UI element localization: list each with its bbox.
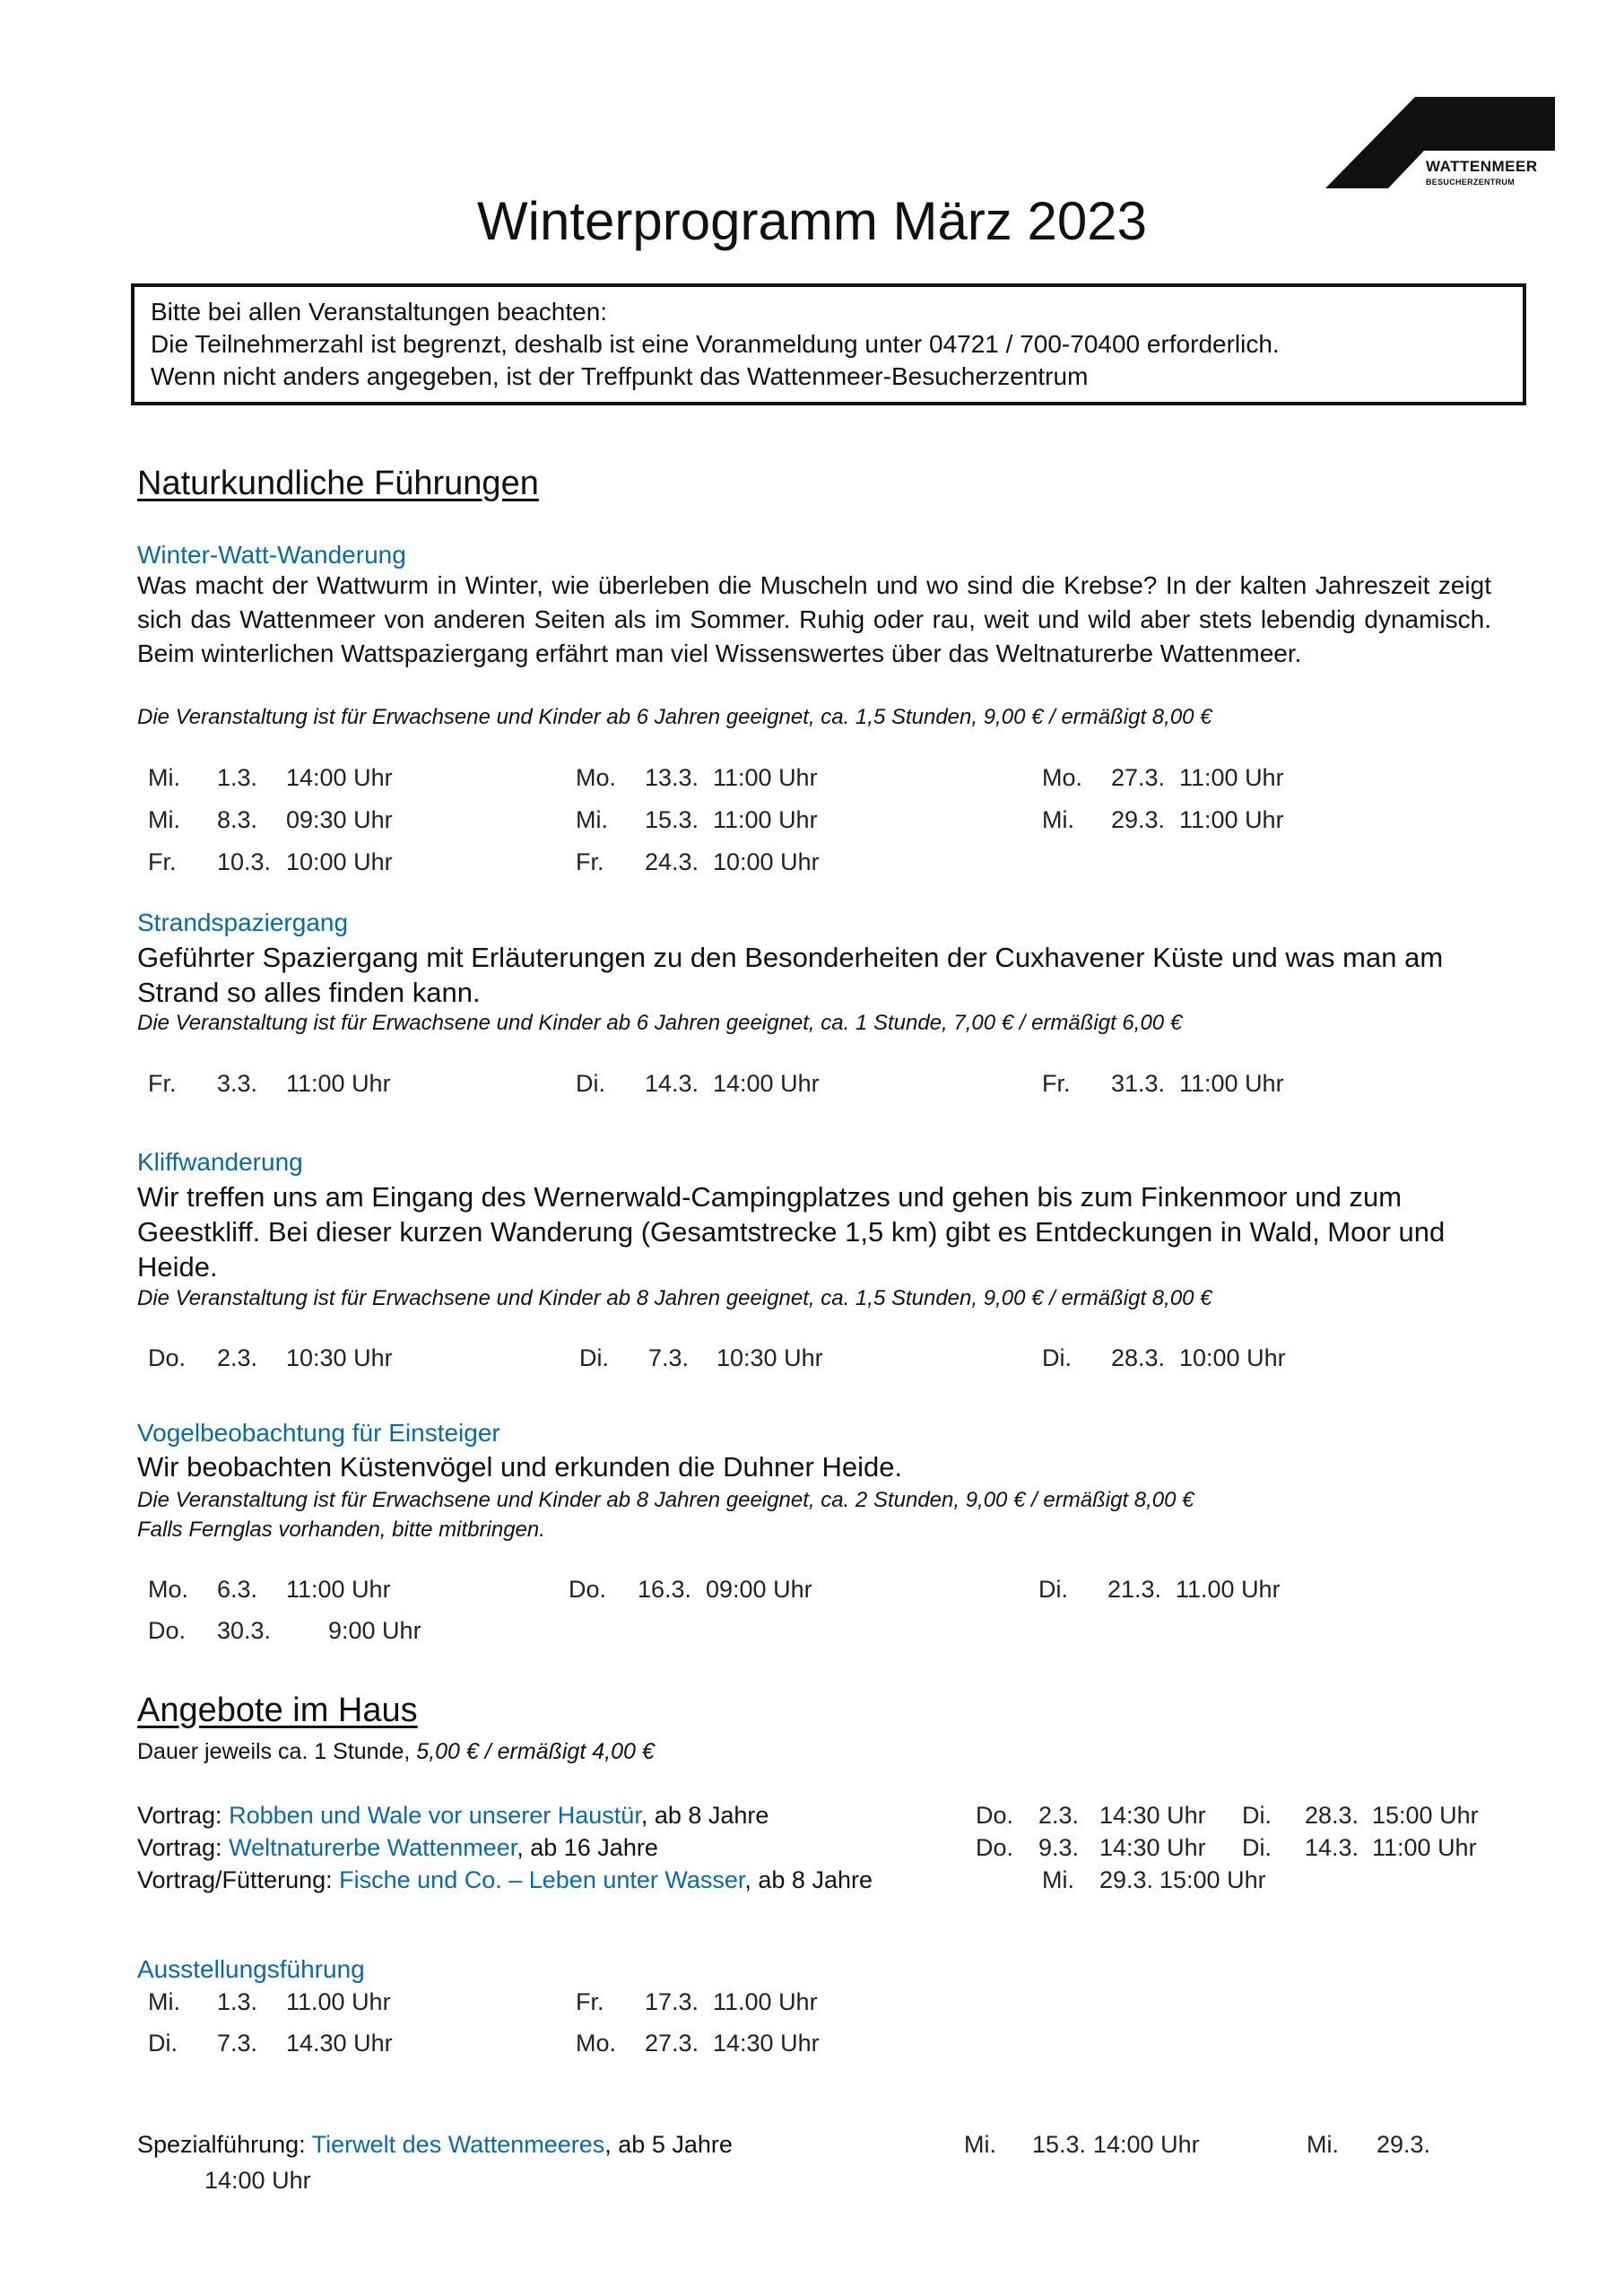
haus-price: 5,00 € / ermäßigt 4,00 €: [416, 1739, 655, 1764]
date-date: 15.3.: [645, 806, 699, 833]
haus-duration-text: Dauer jeweils ca. 1 Stunde,: [137, 1739, 411, 1764]
date-day: Mi.: [148, 1988, 180, 2015]
date-date: 27.3.: [1111, 764, 1166, 791]
date-date: 30.3.: [217, 1617, 272, 1644]
event-note-vogel: Die Veranstaltung ist für Erwachsene und Kinder ab 8 Jahren geeignet, ca. 2 Stunden, 9,00 € / ermäßigt 8,00 €: [137, 1488, 1194, 1512]
date-time: 14:00 Uhr: [286, 764, 393, 791]
special-tour-title: Tierwelt des Wattenmeeres: [311, 2131, 605, 2158]
date-date: 9.3.: [1038, 1834, 1080, 1861]
special-tour-prefix: Spezialführung:: [137, 2131, 306, 2158]
date-date: 2.3.: [217, 1344, 258, 1371]
date-date: 13.3.: [645, 764, 699, 791]
talk-prefix: Vortrag:: [137, 1834, 222, 1861]
notice-line-2: Die Teilnehmerzahl ist begrenzt, deshalb ist eine Voranmeldung unter 04721 / 700-70400 erforderlich.: [151, 330, 1280, 358]
date-day: Mo.: [148, 1576, 189, 1603]
date-time: 11:00 Uhr: [286, 1070, 391, 1097]
date-time: 10:00 Uhr: [1179, 1344, 1286, 1371]
date-time: 14:30 Uhr: [713, 2030, 820, 2057]
event-note-winterwatt: Die Veranstaltung ist für Erwachsene und Kinder ab 6 Jahren geeignet, ca. 1,5 Stunden, 9,00 € / ermäßigt 8,00 €: [137, 705, 1212, 729]
date-time: 11:00 Uhr: [1179, 764, 1284, 791]
date-day: Di.: [1042, 1344, 1072, 1371]
date-day: Di.: [1242, 1802, 1272, 1829]
date-time: 10:30 Uhr: [716, 1344, 823, 1371]
special-tour-age: , ab 5 Jahre: [604, 2131, 733, 2158]
logo: [1325, 97, 1555, 190]
date-date: 14.3.: [1305, 1834, 1359, 1861]
date-time: 11:00 Uhr: [286, 1576, 391, 1603]
event-note-kliff: Die Veranstaltung ist für Erwachsene und Kinder ab 8 Jahren geeignet, ca. 1,5 Stunden, 9,00 € / ermäßigt 8,00 €: [137, 1286, 1212, 1310]
talk-age: , ab 8 Jahre: [640, 1802, 769, 1829]
date-time: 11.00 Uhr: [1176, 1576, 1281, 1603]
date-time: 11:00 Uhr: [713, 764, 818, 791]
notice-line-1: Bitte bei allen Veranstaltungen beachten:: [151, 298, 608, 326]
haus-duration: [137, 1739, 655, 1765]
date-day: Do.: [976, 1834, 1014, 1861]
date-day: Fr.: [1042, 1070, 1071, 1097]
date-date: 7.3.: [648, 1344, 690, 1371]
section-heading-haus: Angebote im Haus: [137, 1692, 418, 1729]
date-date: 24.3.: [645, 848, 699, 875]
event-text-vogel: Wir beobachten Küstenvögel und erkunden die Duhner Heide.: [137, 1451, 903, 1483]
date-day: Di.: [579, 1344, 609, 1371]
date-time: 11:00 Uhr: [1372, 1834, 1477, 1861]
date-time: 11.00 Uhr: [286, 1988, 391, 2015]
date-day: Mo.: [1042, 764, 1083, 791]
date-time: 14:00 Uhr: [713, 1070, 820, 1097]
date-time: 11:00 Uhr: [1179, 806, 1284, 833]
event-heading-vogel: Vogelbeobachtung für Einsteiger: [137, 1419, 500, 1447]
date-day: Mi.: [576, 806, 608, 833]
date-date: 28.3.: [1305, 1802, 1359, 1829]
notice-line-3: Wenn nicht anders angegeben, ist der Treffpunkt das Wattenmeer-Besucherzentrum: [151, 362, 1089, 390]
event-text-kliff: Wir treffen uns am Eingang des Wernerwald-Campingplatzes und gehen bis zum Finkenmoor und zum Geestkliff. Bei dieser kurzen Wanderung (Gesamtstrecke 1,5 km) gibt es Entdeckungen in Wald, Moor und Heide.: [137, 1181, 1446, 1283]
date-time: 14.30 Uhr: [286, 2030, 393, 2057]
date-time: 10:00 Uhr: [286, 848, 393, 875]
date-date: 14.3.: [645, 1070, 699, 1097]
date-day: Mo.: [576, 2030, 617, 2057]
special-tour-description: [137, 2131, 733, 2159]
notice-box: [131, 283, 1526, 405]
date-date: 17.3.: [645, 1988, 699, 2015]
page-title: Winterprogramm März 2023: [477, 191, 1147, 251]
logo-subtitle: BESUCHERZENTRUM: [1426, 178, 1515, 187]
date-date: 28.3.: [1111, 1344, 1166, 1371]
logo-mark-icon: [1325, 97, 1555, 190]
event-text-winterwatt: Was macht der Wattwurm in Winter, wie überleben die Muscheln und wo sind die Krebse? In der kalten Jahreszeit zeigt sich das Wattenmeer von anderen Seiten als im Sommer. Ruhig oder rau, weit und wild aber stets lebendig dynamisch. Beim winterlichen Wattspaziergang erfährt man viel Wissenswertes über das Weltnaturerbe Wattenmeer.: [137, 571, 1491, 667]
date-day: Fr.: [148, 1070, 177, 1097]
date-day: Fr.: [576, 848, 604, 875]
event-note-strand: Die Veranstaltung ist für Erwachsene und Kinder ab 6 Jahren geeignet, ca. 1 Stunde, 7,00 € / ermäßigt 6,00 €: [137, 1011, 1183, 1035]
date-day: Mi.: [1307, 2131, 1339, 2158]
date-day: Mi.: [148, 764, 180, 791]
talk-description: [137, 1834, 658, 1862]
date-day: Mi.: [1042, 1866, 1074, 1893]
date-date: 15.3.: [1032, 2131, 1087, 2158]
logo-name: WATTENMEER: [1426, 158, 1538, 175]
date-time: 11:00 Uhr: [713, 806, 818, 833]
date-day: Di.: [576, 1070, 605, 1097]
date-day: Mo.: [576, 764, 617, 791]
date-day: Mi.: [1042, 806, 1074, 833]
date-time: 10:30 Uhr: [286, 1344, 393, 1371]
date-time: 11:00 Uhr: [1179, 1070, 1284, 1097]
date-day: Di.: [148, 2030, 178, 2057]
date-date: 10.3.: [217, 848, 272, 875]
date-time: 14:30 Uhr: [1099, 1834, 1206, 1861]
date-date: 16.3.: [638, 1576, 692, 1603]
talk-title: Weltnaturerbe Wattenmeer: [229, 1834, 517, 1861]
talk-age: , ab 8 Jahre: [744, 1866, 873, 1893]
date-day: Do.: [148, 1617, 187, 1644]
date-time: 10:00 Uhr: [713, 848, 820, 875]
talk-title: Fische und Co. – Leben unter Wasser: [339, 1866, 745, 1893]
date-day: Di.: [1038, 1576, 1068, 1603]
date-date: 7.3.: [217, 2030, 258, 2057]
date-day: Di.: [1242, 1834, 1272, 1861]
talk-description: [137, 1802, 769, 1830]
date-date: 21.3.: [1107, 1576, 1162, 1603]
event-heading-kliff: Kliffwanderung: [137, 1148, 303, 1176]
talk-title: Robben und Wale vor unserer Haustür: [229, 1802, 641, 1829]
date-time: 15:00 Uhr: [1159, 1866, 1266, 1893]
date-time: 15:00 Uhr: [1372, 1802, 1479, 1829]
date-day: Do.: [148, 1344, 187, 1371]
date-date: 1.3.: [217, 764, 258, 791]
date-date: 29.3.: [1099, 1866, 1154, 1893]
date-date: 8.3.: [217, 806, 258, 833]
date-day: Mi.: [148, 806, 180, 833]
date-date: 6.3.: [217, 1576, 258, 1603]
date-date: 1.3.: [217, 1988, 258, 2015]
event-heading-winterwatt: Winter-Watt-Wanderung: [137, 541, 406, 569]
talk-description: [137, 1866, 873, 1894]
date-date: 27.3.: [645, 2030, 699, 2057]
date-day: Do.: [976, 1802, 1014, 1829]
event-heading-ausstellung: Ausstellungsführung: [137, 1955, 365, 1983]
date-time: 11.00 Uhr: [713, 1988, 818, 2015]
talk-age: , ab 16 Jahre: [517, 1834, 658, 1861]
date-day: Mi.: [964, 2131, 996, 2158]
date-date: 29.3.: [1111, 806, 1166, 833]
date-time: 9:00 Uhr: [328, 1617, 421, 1644]
date-date: 29.3.: [1376, 2131, 1431, 2158]
event-note-vogel-2: Falls Fernglas vorhanden, bitte mitbringen.: [137, 1518, 545, 1542]
date-time: 14:00 Uhr: [1093, 2131, 1200, 2158]
event-text-strand: Geführter Spaziergang mit Erläuterungen zu den Besonderheiten der Cuxhavener Küste und was man am Strand so alles finden kann.: [137, 942, 1444, 1008]
section-heading-nature: Naturkundliche Führungen: [137, 465, 539, 502]
date-day: Fr.: [148, 848, 177, 875]
event-heading-strand: Strandspaziergang: [137, 909, 349, 936]
date-time: 14:30 Uhr: [1099, 1802, 1206, 1829]
date-date: 2.3.: [1038, 1802, 1080, 1829]
date-time: 09:00 Uhr: [706, 1576, 812, 1603]
date-time: 09:30 Uhr: [286, 806, 393, 833]
date-date: 31.3.: [1111, 1070, 1166, 1097]
date-day: Fr.: [576, 1988, 604, 2015]
talk-prefix: Vortrag:: [137, 1802, 222, 1829]
talk-prefix: Vortrag/Fütterung:: [137, 1866, 333, 1893]
date-date: 3.3.: [217, 1070, 258, 1097]
date-day: Do.: [569, 1576, 607, 1603]
date-time: 14:00 Uhr: [204, 2167, 311, 2194]
